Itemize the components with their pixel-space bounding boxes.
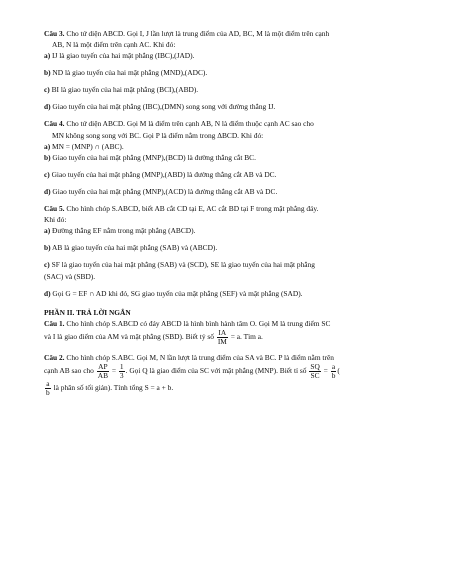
- document-page: [44, 28, 420, 397]
- option-c: [44, 84, 420, 95]
- equals-sign: =: [111, 366, 117, 376]
- option-text: Gọi G = EF ∩ AD khi đó, SG giao tuyến của mặt phẳng (SEF) và mặt phẳng (SAD).: [50, 288, 303, 298]
- option-text: SF là giao tuyến của hai mặt phẳng (SAB) và (SCD), SE là giao tuyến của hai mặt phẳng: [49, 260, 315, 270]
- option-b: [44, 152, 420, 163]
- question-stem: Cho hình chóp S.ABCD, biết AB cắt CD tại E, AC cắt BD tại F trong mặt phẳng đáy.: [64, 204, 319, 214]
- question-stem-cont: Khi đó:: [44, 215, 67, 225]
- question-label: Câu 3.: [44, 29, 65, 38]
- option-text: ND là giao tuyến của hai mặt phẳng (MND),(ADC).: [50, 68, 208, 78]
- option-text-cont: (SAC) và (SBD).: [44, 271, 96, 281]
- question-5: [44, 203, 420, 299]
- fraction-ia-im: $\frac{IA}{IM}$: [217, 328, 227, 347]
- option-a: [44, 141, 420, 152]
- option-label: b): [44, 243, 51, 253]
- option-text: Giao tuyến của hai mặt phẳng (MNP),(BCD) là đường thẳng cắt BC.: [50, 153, 256, 163]
- fraction-sq-sc: $\frac{SQ}{SC}$: [310, 362, 320, 381]
- fraction-a-b: $\frac{a}{b}$: [46, 379, 50, 398]
- option-a: [44, 50, 420, 61]
- option-label: a): [44, 141, 51, 151]
- fraction-ap-ab: $\frac{AP}{AB}$: [97, 362, 109, 381]
- option-c: [44, 169, 420, 180]
- option-label: a): [44, 51, 51, 61]
- option-label: c): [44, 170, 50, 180]
- question-3: [44, 28, 420, 113]
- option-label: d): [44, 288, 51, 298]
- option-text: AB là giao tuyến của hai mặt phẳng (SAB) và (ABCD).: [50, 243, 218, 253]
- option-text: Giao tuyến của hai mặt phẳng (IBC),(DMN) song song với đường thẳng IJ.: [50, 102, 276, 112]
- section-heading: PHẦN II. TRẢ LỜI NGẮN: [44, 307, 131, 317]
- option-a: [44, 225, 420, 236]
- option-text: Đường thẳng EF nằm trong mặt phẳng (ABCD).: [50, 226, 196, 236]
- option-label: a): [44, 226, 51, 236]
- option-label: c): [44, 85, 50, 95]
- option-text: IJ là giao tuyến của hai mặt phẳng (IBC),(JAD).: [50, 51, 195, 61]
- paren: (: [337, 366, 340, 376]
- option-label: b): [44, 153, 51, 163]
- question-label: Câu 4.: [44, 119, 65, 129]
- option-text: Giao tuyến của hai mặt phẳng (MNP),(ABD) là đường thẳng cắt AB và DC.: [49, 170, 277, 180]
- question-stem-cont: MN không song song với BC. Gọi P là điểm nằm trong ΔBCD. Khi đó:: [52, 130, 264, 140]
- fraction-a-b: $\frac{a}{b}$: [331, 362, 336, 381]
- option-b: [44, 67, 420, 78]
- option-text: BI là giao tuyến của hai mặt phẳng (BCI),(ABD).: [49, 85, 199, 95]
- option-d: [44, 186, 420, 197]
- option-b: [44, 242, 420, 253]
- question-stem: Cho tứ diện ABCD. Gọi I, J lần lượt là trung điểm của AD, BC, M là một điểm trên cạnh: [64, 29, 330, 38]
- short-question-2: [44, 352, 420, 397]
- question-label: Câu 1.: [44, 318, 65, 328]
- option-label: d): [44, 187, 51, 197]
- short-question-1: [44, 318, 420, 346]
- option-d: [44, 288, 420, 299]
- question-label: Câu 2.: [44, 352, 65, 362]
- question-label: Câu 5.: [44, 204, 65, 214]
- question-text: . Gọi Q là giao điểm của SC với mặt phẳng (MNP). Biết tỉ số: [125, 366, 307, 376]
- option-text: Giao tuyến của hai mặt phẳng (MNP),(ACD) là đường thẳng cắt AB và DC.: [50, 187, 278, 197]
- option-c: [44, 259, 420, 270]
- fraction-one-third: $\frac{1}{3}$: [119, 362, 124, 381]
- question-text: là phân số tối giản). Tính tổng S = a + b.: [53, 383, 174, 393]
- option-label: c): [44, 260, 50, 270]
- equals-sign: =: [323, 366, 328, 376]
- question-text: cạnh AB sao cho: [44, 366, 94, 376]
- question-4: [44, 118, 420, 197]
- question-text: = a. Tìm a.: [230, 332, 263, 342]
- option-d: [44, 101, 420, 112]
- option-label: d): [44, 102, 51, 112]
- question-text: Cho hình chóp S.ABC. Gọi M, N lần lượt là trung điểm của SA và BC. P là điểm nằm trên: [64, 352, 334, 362]
- question-text: Cho hình chóp S.ABCD có đáy ABCD là hình bình hành tâm O. Gọi M là trung điểm SC: [64, 318, 331, 328]
- option-label: b): [44, 68, 51, 78]
- question-stem-cont: AB, N là một điểm trên cạnh AC. Khi đó:: [52, 40, 176, 50]
- question-text: và I là giao điểm của AM và mặt phẳng (SBD). Biết tỷ số: [44, 332, 214, 342]
- question-stem: Cho tứ diện ABCD. Gọi M là điểm trên cạnh AB, N là điểm thuộc cạnh AC sao cho: [64, 119, 314, 129]
- option-text: MN = (MNP) ∩ (ABC).: [50, 141, 124, 151]
